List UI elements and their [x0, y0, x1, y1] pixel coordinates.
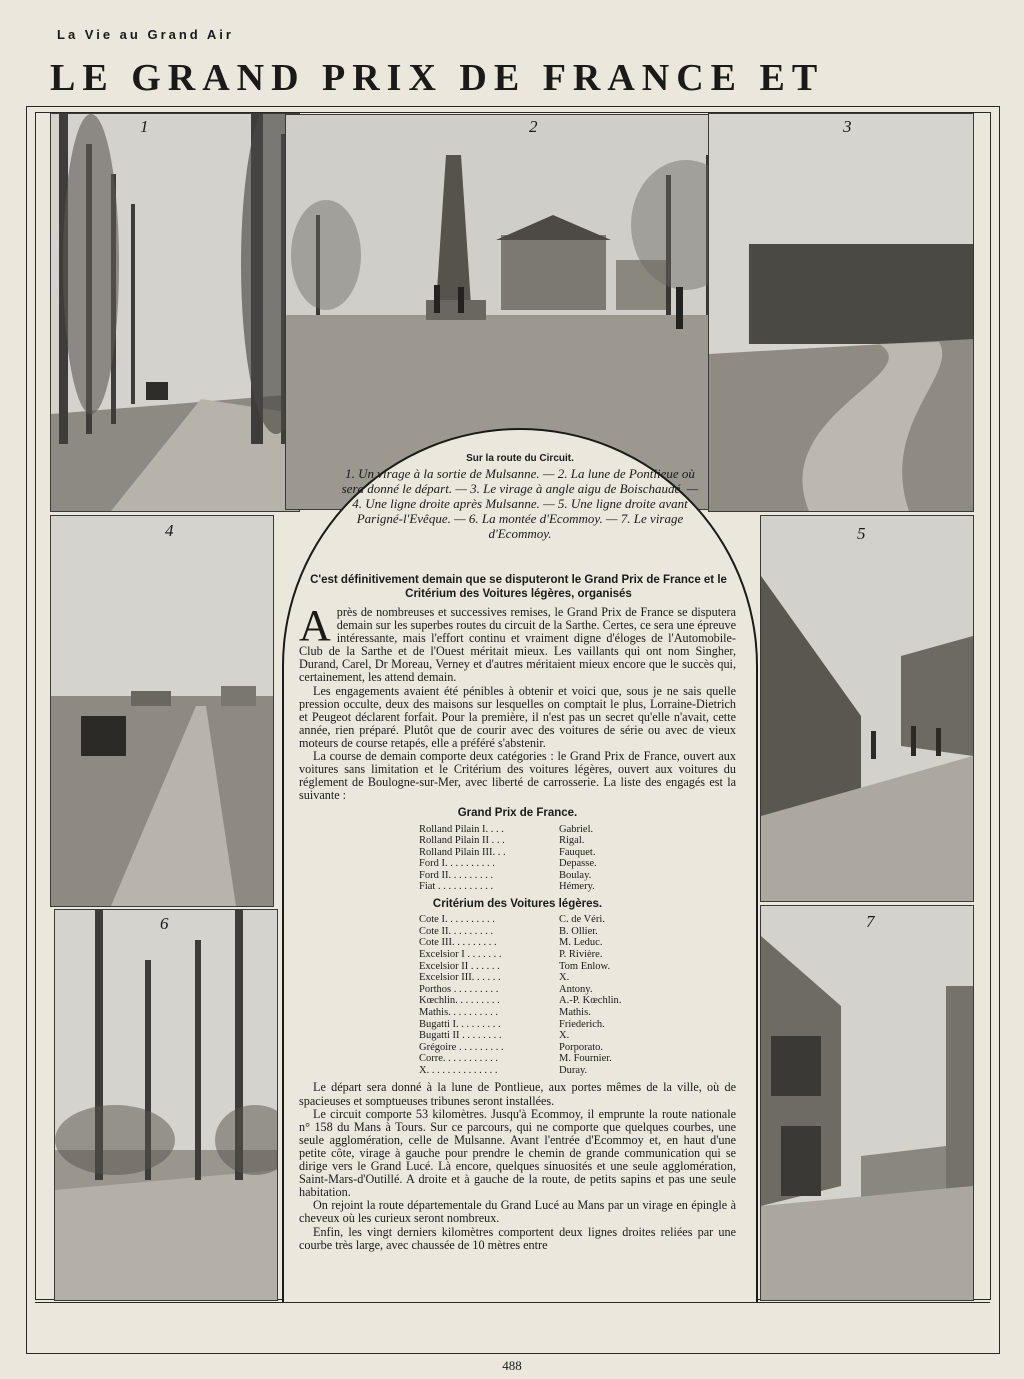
- entry-car: Ford II. . . . . . . . .: [419, 869, 494, 881]
- entry-car: Rolland Pilain II . . .: [419, 835, 505, 847]
- photo-6: [54, 909, 278, 1301]
- entry-row: [419, 972, 736, 984]
- entry-row: [419, 1065, 736, 1077]
- photo-4: [50, 515, 274, 907]
- entry-driver: M. Fournier.: [559, 1053, 612, 1065]
- page-number: 488: [502, 1358, 522, 1373]
- entry-car: Ford I. . . . . . . . . .: [419, 858, 495, 870]
- entry-driver: Duray.: [559, 1064, 588, 1076]
- entry-car: Porthos . . . . . . . . .: [419, 983, 499, 995]
- entry-driver: Antony.: [559, 983, 593, 995]
- drop-cap: A: [299, 601, 331, 650]
- photo-number-4: 4: [165, 521, 174, 540]
- paragraph: Le départ sera donné à la lune de Pontlieue, aux portes mêmes de la ville, où de spacieuses et somptueuses tribunes seront installées.: [299, 1080, 736, 1108]
- entry-car: Cote III. . . . . . . . .: [419, 937, 497, 949]
- entry-row: [419, 881, 736, 893]
- entry-car: Grégoire . . . . . . . . .: [419, 1041, 504, 1053]
- entry-driver: Porporato.: [559, 1041, 604, 1053]
- entry-driver: A.-P. Kœchlin.: [559, 995, 622, 1007]
- entry-car: Bugatti I. . . . . . . . .: [419, 1018, 501, 1030]
- entry-row: [419, 835, 736, 847]
- vl-entries-list: [419, 914, 736, 1076]
- entry-car: Rolland Pilain III. . .: [419, 846, 506, 858]
- entry-row: [419, 949, 736, 961]
- entry-row: [419, 961, 736, 973]
- entry-car: Excelsior III. . . . . .: [419, 972, 501, 984]
- entry-driver: Hémery.: [559, 881, 595, 893]
- entry-row: [419, 870, 736, 882]
- entry-car: Mathis. . . . . . . . . .: [419, 1006, 499, 1018]
- entry-car: Corre. . . . . . . . . . .: [419, 1053, 499, 1065]
- paragraph: Enfin, les vingt derniers kilomètres comportent deux lignes droites reliées par une courbe très large, avec chaussée de 10 mètres entre: [299, 1224, 736, 1252]
- entry-driver: Mathis.: [559, 1006, 591, 1018]
- paragraph: Le circuit comporte 53 kilomètres. Jusqu'à Ecommoy, il emprunte la route nationale n° 158 du Mans à Tours. Sur ce parcours, qui ne comporte que quelques courbes, une seule agglomération, celle de Mulsanne. Avant l'entrée d'Ecommoy et, en haut d'une petite côte, virage à gauche pour prendre le chemin de grande communication qui se dirige vers le Grand Lucé. Là encore, quelques sinuosités et une seule agglomération, Saint-Mars-d'Outillé. A droite et à gauche de la route, de petits sapins et pas une seule habitation.: [299, 1106, 736, 1200]
- entry-driver: B. Ollier.: [559, 925, 598, 937]
- photo-1: [50, 113, 300, 512]
- entry-car: Rolland Pilain I. . . .: [419, 823, 504, 835]
- caption-title: Sur la route du Circuit.: [466, 453, 574, 464]
- photo-number-5: 5: [857, 524, 866, 543]
- entry-row: [419, 1030, 736, 1042]
- entry-row: [419, 847, 736, 859]
- entry-car: Cote I. . . . . . . . . .: [419, 914, 495, 926]
- entry-car: Kœchlin. . . . . . . . .: [419, 995, 500, 1007]
- entry-driver: Depasse.: [559, 858, 597, 870]
- entry-row: [419, 1053, 736, 1065]
- magazine-name: La Vie au Grand Air: [57, 27, 234, 42]
- gp-entries-title: Grand Prix de France.: [457, 807, 578, 820]
- caption-body: 1. Un virage à la sortie de Mulsanne. — 2. La lune de Pontlieue où sera donné le départ. — 3. Le virage à angle aigu de Boischaudé. — 4. Une ligne droite après Mulsanne. — 5. Une ligne droite avant Parigné-l'Evêque. — 6. La montée d'Ecommoy. — 7. Le virage d'Ecommoy.: [341, 466, 699, 541]
- entry-row: [419, 858, 736, 870]
- photo-number-3: 3: [843, 117, 852, 136]
- entry-driver: Tom Enlow.: [559, 960, 611, 972]
- entry-car: X. . . . . . . . . . . . . .: [419, 1064, 498, 1076]
- entry-row: [419, 824, 736, 836]
- entry-driver: X.: [559, 972, 570, 984]
- entry-row: [419, 995, 736, 1007]
- paragraph: [299, 601, 736, 685]
- entry-car: Fiat . . . . . . . . . . .: [419, 881, 494, 893]
- photo-number-2: 2: [529, 117, 538, 136]
- paragraph: Les engagements avaient été pénibles à obtenir et voici que, sous je ne sais quelle pression occulte, deux des maisons sur lesquelles on comptait le plus, Lorraine-Dietrich et Peugeot déclarent forfait. Pour la première, il n'est pas un secret qu'elle n'avait, cette année, rien préparé. Plutôt que de courir avec des voitures de série ou avec de vieux moteurs de course retapés, elle a préféré s'abstenir.: [299, 683, 736, 750]
- paragraph: La course de demain comporte deux catégories : le Grand Prix de France, ouvert aux voitures sans limitation et le Critérium des voitures légères, ouvert aux voitures du réglement de Boulogne-sur-Mer, avec liberté de carrosserie. La liste des engagés est la suivante :: [299, 749, 736, 803]
- entry-row: [419, 937, 736, 949]
- entry-row: [419, 984, 736, 996]
- photo-7: [760, 905, 974, 1301]
- entry-driver: Boulay.: [559, 869, 592, 881]
- entry-driver: P. Rivière.: [559, 948, 603, 960]
- entry-car: Excelsior II . . . . . .: [419, 960, 500, 972]
- entry-driver: Rigal.: [559, 835, 585, 847]
- entry-driver: C. de Véri.: [559, 914, 605, 926]
- paragraph-text: près de nombreuses et successives remises, le Grand Prix de France se disputera demain sur les superbes routes du circuit de la Sarthe. Certes, ce sera une épreuve intéressante, mais l'effort continu et vraiment digne d'éloges de l'Automobile-Club de la Sarthe et de l'Ouest méritait mieux. Les vaillants qui ont nom Singher, Durand, Carel, Dr Moreau, Verney et d'autres méritaient mieux encore que le succès qui, certainement, les attend demain.: [299, 605, 736, 685]
- entry-row: [419, 914, 736, 926]
- entry-car: Bugatti II . . . . . . . .: [419, 1030, 502, 1042]
- entry-driver: X.: [559, 1030, 570, 1042]
- footer-rule: [35, 1302, 990, 1303]
- entry-driver: Friederich.: [559, 1018, 605, 1030]
- gp-entries-list: [419, 824, 736, 894]
- photo-5: [760, 515, 974, 902]
- entry-driver: Fauquet.: [559, 846, 596, 858]
- entry-row: [419, 926, 736, 938]
- entry-row: [419, 1019, 736, 1031]
- vl-entries-title: Critérium des Voitures légères.: [432, 898, 603, 911]
- article-body: [299, 601, 736, 1252]
- entry-driver: Gabriel.: [559, 823, 594, 835]
- entry-row: [419, 1007, 736, 1019]
- paragraph: On rejoint la route départementale du Grand Lucé au Mans par un virage en épingle à cheveux où les curieux seront nombreux.: [299, 1198, 736, 1226]
- entry-car: Cote II. . . . . . . . .: [419, 925, 494, 937]
- entry-driver: M. Leduc.: [559, 937, 603, 949]
- headline: LE GRAND PRIX DE FRANCE ET: [50, 57, 825, 99]
- entry-row: [419, 1042, 736, 1054]
- article-deck: C'est définitivement demain que se disputeront le Grand Prix de France et le Critérium des Voitures légères, organisés: [310, 574, 727, 600]
- photo-number-6: 6: [160, 914, 169, 933]
- entry-car: Excelsior I . . . . . . .: [419, 948, 502, 960]
- photo-number-7: 7: [866, 912, 875, 931]
- photo-number-1: 1: [140, 117, 149, 136]
